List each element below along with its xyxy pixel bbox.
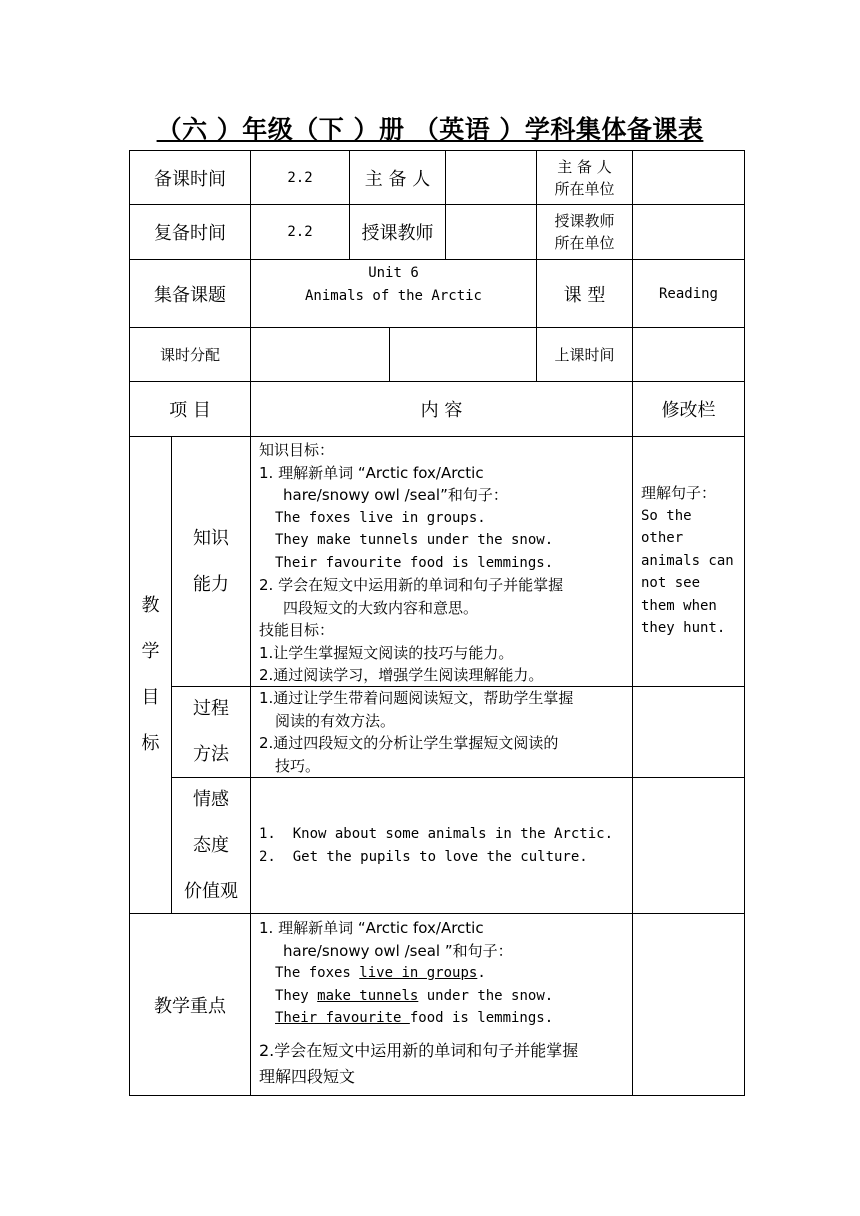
key-line: 1. 理解新单词 “Arctic fox/Arctic: [259, 919, 484, 937]
process-revision[interactable]: [633, 687, 744, 777]
teacher-unit-line2: 所在单位: [554, 234, 615, 252]
knowledge-line: 1. 理解新单词 “Arctic fox/Arctic: [259, 463, 484, 482]
teacher-unit-label: [537, 205, 632, 259]
teacher-unit-value[interactable]: [633, 205, 744, 259]
lesson-type-value: Reading: [658, 285, 718, 302]
prep-time-label: 备课时间: [154, 168, 226, 190]
key-s2-u: make tunnels: [317, 987, 419, 1004]
class-time-value[interactable]: [633, 328, 744, 381]
objectives-char-3: 目: [141, 687, 160, 708]
revision-line: not see: [641, 575, 701, 591]
emotion-content: [251, 778, 632, 913]
main-preparer-label: 主 备 人: [364, 168, 431, 190]
key-s1-b: .: [477, 965, 486, 981]
knowledge-revision: [633, 482, 744, 662]
emotion-label-line1: 情感: [193, 788, 229, 810]
process-content: [251, 687, 632, 777]
revision-line: 理解句子：: [641, 484, 717, 502]
class-time-label: 上课时间: [554, 346, 615, 364]
header-item: 项 目: [169, 400, 211, 421]
key-sentence-3: [259, 1007, 632, 1030]
key-sentence-2: [259, 985, 632, 1008]
emotion-line: 1. Know about some animals in the Arctic.: [259, 826, 614, 842]
topic-label: 集备课题: [154, 284, 226, 306]
prep-time-value: 2.2: [287, 169, 313, 186]
header-content: 内 容: [420, 400, 463, 421]
main-preparer-unit-line1: 主 备 人: [557, 157, 612, 176]
knowledge-label-line1: 知识: [193, 527, 229, 549]
header-revise: 修改栏: [661, 400, 716, 421]
process-line: 技巧。: [275, 756, 321, 775]
revision-line: they hunt.: [641, 620, 726, 636]
process-label-line1: 过程: [193, 698, 229, 719]
main-preparer-value[interactable]: [446, 151, 536, 204]
main-preparer-unit-value[interactable]: [633, 151, 744, 204]
process-line: 1.通过让学生带着问题阅读短文，帮助学生掌握: [259, 689, 574, 707]
knowledge-line: 知识目标：: [259, 441, 335, 459]
emotion-line: 2. Get the pupils to love the culture.: [259, 848, 588, 865]
page-title: （六 ）年级（下 ）册 （英语 ）学科集体备课表: [156, 115, 704, 144]
key-s1-a: The foxes: [275, 965, 360, 981]
knowledge-content: [251, 437, 632, 686]
emotion-revision[interactable]: [633, 778, 744, 913]
topic-unit: Unit 6: [368, 265, 419, 281]
objectives-char-2: 学: [141, 641, 160, 662]
key-line: hare/snowy owl /seal ”和句子：: [283, 941, 513, 960]
key-s2-b: under the snow.: [418, 987, 554, 1004]
key-s2-a: They: [275, 987, 318, 1004]
key-s3-b: food is lemmings.: [409, 1010, 554, 1026]
knowledge-line: hare/snowy owl /seal”和句子：: [283, 486, 508, 504]
objectives-char-1: 教: [141, 595, 160, 616]
topic-name: Animals of the Arctic: [304, 287, 482, 304]
process-line: 阅读的有效方法。: [275, 711, 396, 730]
main-preparer-unit-line2: 所在单位: [554, 179, 615, 198]
knowledge-line: Their favourite food is lemmings.: [275, 554, 554, 571]
review-time-value: 2.2: [287, 224, 313, 240]
topic-value: [251, 262, 536, 327]
knowledge-line: 1.让学生掌握短文阅读的技巧与能力。: [259, 643, 514, 662]
key-sentence-1: [259, 962, 632, 985]
revision-line: So the: [641, 507, 692, 524]
lesson-type-label: 课 型: [563, 284, 606, 306]
objectives-group-label: [130, 437, 171, 913]
knowledge-line: 技能目标：: [259, 621, 335, 639]
knowledge-line: They make tunnels under the snow.: [275, 532, 554, 548]
teacher-value[interactable]: [446, 205, 536, 259]
period-allocation-label: 课时分配: [159, 346, 220, 364]
process-label: [172, 687, 250, 777]
period-allocation-value-1[interactable]: [251, 328, 389, 381]
emotion-label-line2: 态度: [193, 834, 229, 856]
revision-line: other: [641, 530, 684, 546]
knowledge-line: 四段短文的大致内容和意思。: [283, 598, 479, 617]
emotion-label: [172, 778, 250, 913]
knowledge-line: The foxes live in groups.: [275, 509, 486, 526]
process-label-line2: 方法: [193, 744, 229, 765]
knowledge-label-line2: 能力: [193, 573, 229, 595]
key-line: 理解四段短文: [259, 1066, 356, 1086]
revision-line: them when: [641, 597, 717, 614]
review-time-label: 复备时间: [154, 223, 226, 244]
key-s1-u: live in groups: [359, 965, 478, 981]
key-s3-u: Their favourite: [275, 1010, 410, 1026]
key-points-revision[interactable]: [633, 914, 744, 1095]
knowledge-label: [172, 437, 250, 686]
period-allocation-value-2[interactable]: [390, 328, 536, 381]
teacher-label: 授课教师: [361, 223, 434, 244]
key-line: 2.学会在短文中运用新的单词和句子并能掌握: [259, 1040, 579, 1060]
objectives-char-4: 标: [141, 733, 160, 754]
knowledge-line: 2. 学会在短文中运用新的单词和句子并能掌握: [259, 576, 564, 594]
revision-line: animals can: [641, 552, 734, 569]
teacher-unit-line1: 授课教师: [554, 212, 615, 230]
key-points-content: [251, 914, 632, 1095]
main-preparer-unit-label: [537, 151, 632, 204]
key-points-label: 教学重点: [154, 995, 226, 1017]
process-line: 2.通过四段短文的分析让学生掌握短文阅读的: [259, 734, 559, 752]
knowledge-line: 2.通过阅读学习，增强学生阅读理解能力。: [259, 666, 544, 684]
emotion-label-line3: 价值观: [184, 880, 238, 902]
